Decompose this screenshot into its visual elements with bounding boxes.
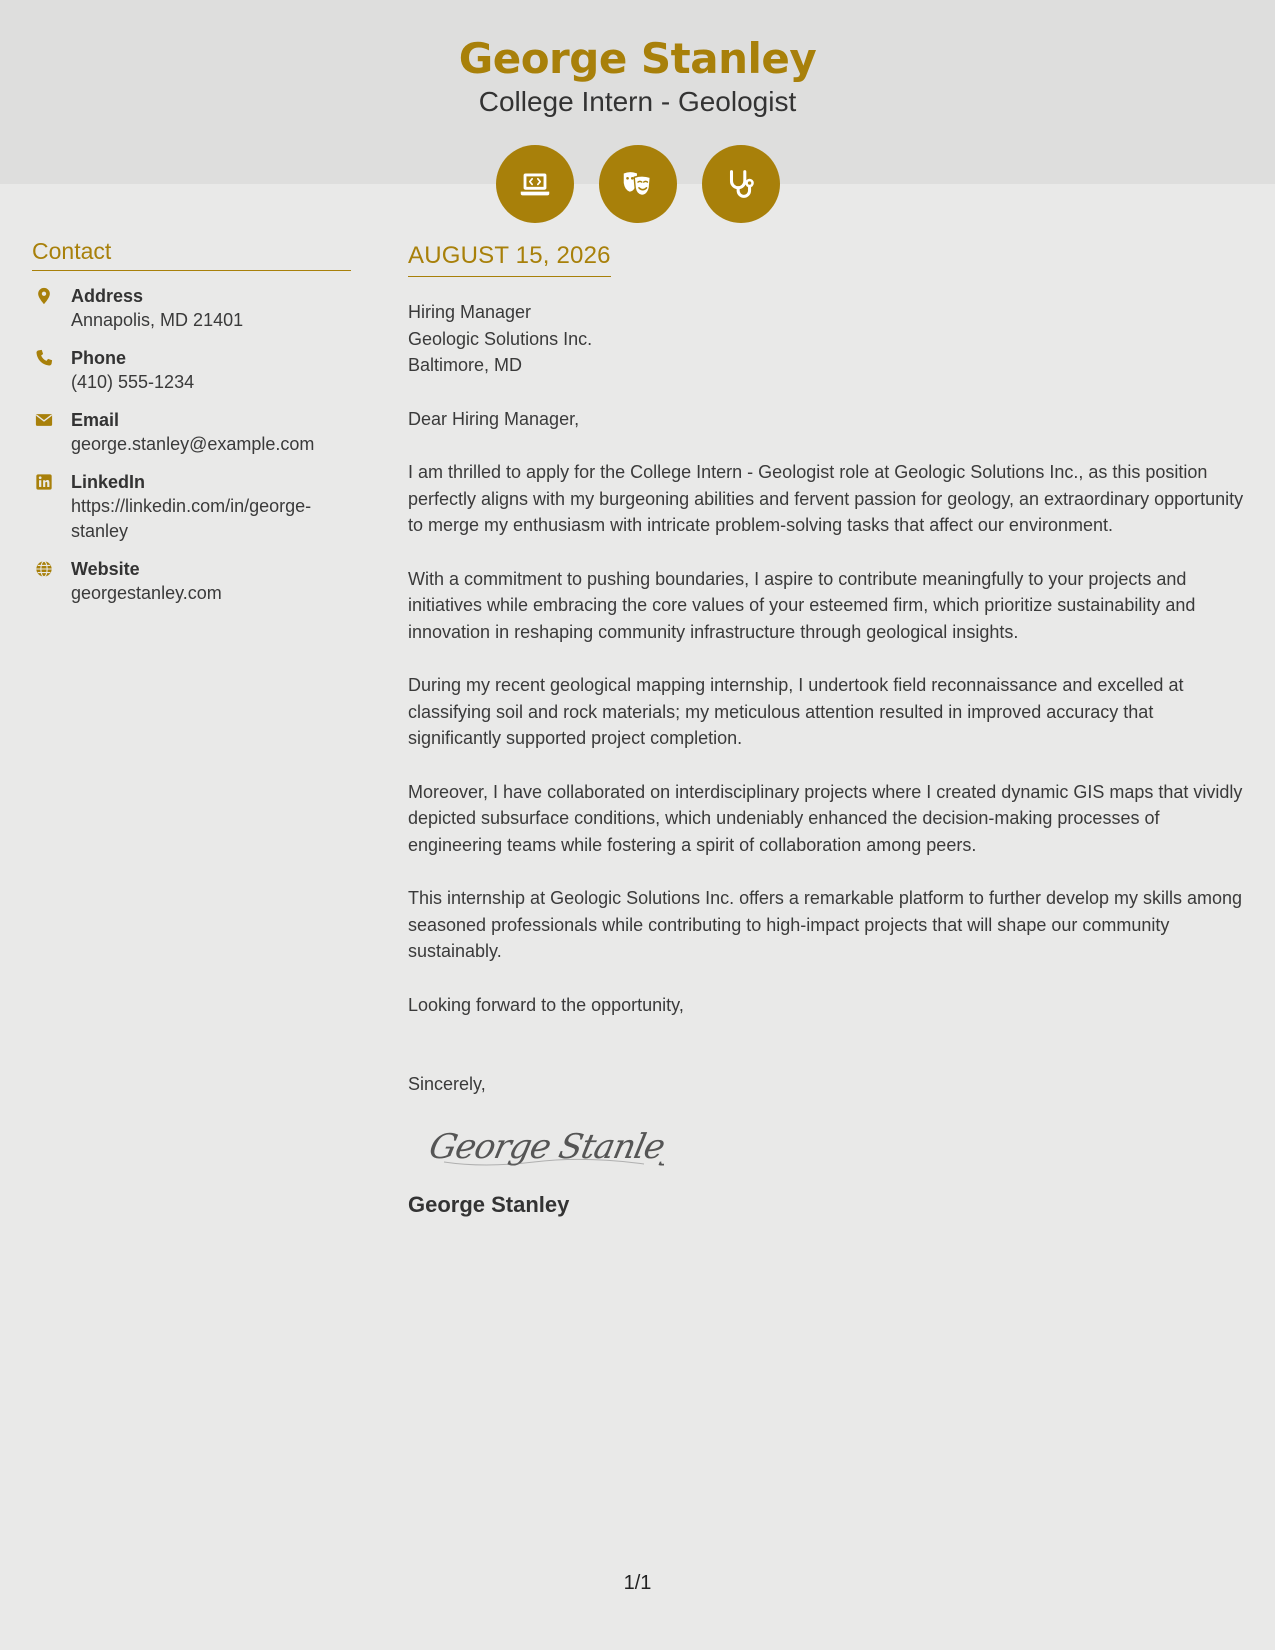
map-pin-icon (35, 287, 53, 305)
email-value: george.stanley@example.com (71, 434, 315, 454)
contact-phone (32, 346, 351, 395)
signer-name: George Stanley (408, 1191, 570, 1217)
paragraph: I am thrilled to apply for the College Intern - Geologist role at Geologic Solutions Inc., as this position perfectly aligns with my burgeoning abilities and fervent passion for geology, an extraordinary opportunity to merge my enthusiasm with intricate problem-solving tasks that affect our environment. (408, 462, 1244, 535)
paragraph: During my recent geological mapping internship, I undertook field reconnaissance and excelled at classifying soil and rock materials; my meticulous attention resulted in improved accuracy that significantly supported project completion. (408, 675, 1184, 748)
contact-sidebar (32, 238, 351, 606)
job-title: College Intern - Geologist (478, 86, 797, 117)
contact-email (32, 408, 351, 457)
letter-body (408, 242, 1248, 1218)
signature-text: George Stanley (425, 1126, 664, 1167)
contact-address (32, 284, 351, 333)
recipient-block (408, 299, 1248, 379)
address-label: Address (71, 286, 144, 306)
contact-heading: Contact (32, 238, 351, 271)
globe-icon (35, 560, 53, 578)
candidate-name: George Stanley (458, 34, 817, 83)
phone-icon (35, 349, 53, 367)
paragraph: With a commitment to pushing boundaries, I aspire to contribute meaningfully to your projects and initiatives while embracing the core values of your esteemed firm, which prioritize sustainability and innovation in reshaping community infrastructure through geological insights. (408, 568, 1196, 642)
header-icons (0, 145, 1275, 223)
stethoscope-icon (702, 145, 780, 223)
laptop-code-icon (496, 145, 574, 223)
recipient-name: Hiring Manager (408, 302, 532, 322)
phone-value: (410) 555-1234 (71, 372, 195, 392)
theater-masks-icon (599, 145, 677, 223)
contact-website (32, 557, 351, 606)
paragraph: This internship at Geologic Solutions Inc. offers a remarkable platform to further develop my skills among seasoned professionals while contributing to high-impact projects that will shape our community sustainably. (408, 888, 1243, 961)
linkedin-label: LinkedIn (71, 472, 146, 492)
page-number: 1/1 (623, 1572, 652, 1594)
recipient-location: Baltimore, MD (408, 355, 523, 375)
paragraph: Moreover, I have collaborated on interdisciplinary projects where I created dynamic GIS maps that vividly depicted subsurface conditions, which undeniably enhanced the decision-making processes of engineering teams while fostering a spirit of collaboration among peers. (408, 781, 1243, 855)
handwritten-signature (424, 1118, 1248, 1174)
signoff: Sincerely, (408, 1074, 486, 1094)
website-value[interactable]: georgestanley.com (71, 583, 222, 603)
envelope-icon (35, 411, 53, 429)
address-value: Annapolis, MD 21401 (71, 310, 244, 330)
phone-label: Phone (71, 348, 127, 368)
letter-date: AUGUST 15, 2026 (408, 242, 611, 277)
salutation: Dear Hiring Manager, (408, 408, 580, 429)
contact-linkedin (32, 470, 351, 544)
email-label: Email (71, 410, 120, 430)
closing-line: Looking forward to the opportunity, (408, 994, 684, 1015)
linkedin-icon (35, 473, 53, 491)
recipient-company: Geologic Solutions Inc. (408, 328, 593, 349)
website-label: Website (71, 559, 140, 579)
linkedin-value[interactable]: https://linkedin.com/in/george-stanley (71, 496, 312, 541)
